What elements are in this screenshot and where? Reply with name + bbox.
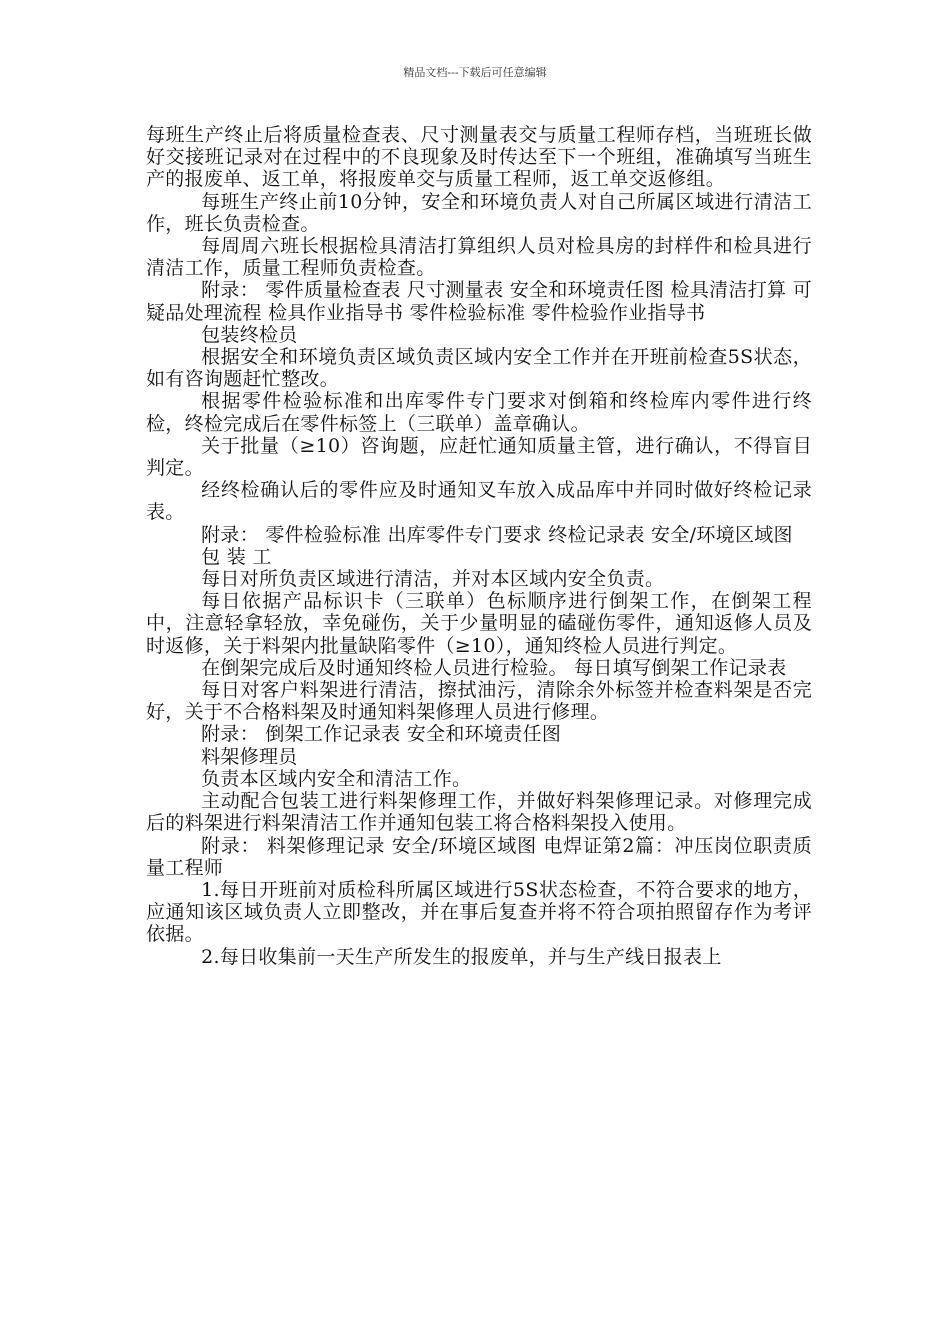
paragraph-packer-rack-transfer: 每日依据产品标识卡（三联单）色标顺序进行倒架工作，在倒架工程中，注意轻拿轻放，幸免碰伤，关于少量明显的磕碰伤零件，通知返修人员及时返修，关于料架内批量缺陷零件（≥10），通知终检人员进行判定。: [146, 590, 812, 657]
paragraph-item-2: 2.每日收集前一天生产所发生的报废单，并与生产线日报表上: [201, 945, 722, 968]
paragraph-packer-notify: 在倒架完成后及时通知终检人员进行检验。 每日填写倒架工作记录表: [201, 656, 787, 679]
paragraph-weekly-gauge-cleaning: 每周周六班长根据检具清洁打算组织人员对检具房的封样件和检具进行清洁工作，质量工程师负责检查。: [146, 235, 812, 280]
paragraph-item-1: 1.每日开班前对质检科所属区域进行5S状态检查，不符合要求的地方，应通知该区域负责人立即整改，并在事后复查并将不符合项拍照留存作为考评依据。: [146, 878, 812, 946]
heading-final-inspector: 包装终检员: [201, 323, 298, 346]
paragraph-inspector-batch-issue: 关于批量（≥10）咨询题，应赶忙通知质量主管，进行确认，不得盲目判定。: [146, 434, 812, 480]
heading-packer: 包 装 工: [201, 545, 272, 568]
paragraph-inspector-safety: 根据安全和环境负责区域负责区域内安全工作并在开班前检查5S状态，如有咨询题赶忙整改。: [146, 346, 812, 391]
paragraph-packer-cleaning: 每日对所负责区域进行清洁，并对本区域内安全负责。: [201, 568, 665, 591]
paragraph-shift-end-handover: 每班生产终止后将质量检查表、尺寸测量表交与质量工程师存档，当班班长做好交接班记录对在过程中的不良现象及时传达至下一个班组，准确填写当班生产的报废单、返工单，将报废单交与质量工程师，返工单交返修组。: [146, 124, 812, 191]
paragraph-repairer-safety: 负责本区域内安全和清洁工作。: [201, 767, 472, 790]
paragraph-repairer-repair: 主动配合包装工进行料架修理工作，并做好料架修理记录。对修理完成后的料架进行料架清洁工作并通知包装工将合格料架投入使用。: [146, 790, 812, 835]
paragraph-appendix-inspector: 附录： 零件检验标准 出库零件专门要求 终检记录表 安全/环境区域图: [201, 523, 793, 546]
paragraph-shift-cleaning: 每班生产终止前10分钟，安全和环境负责人对自己所属区域进行清洁工作，班长负责检查。: [146, 190, 812, 235]
paragraph-inspector-final-check: 根据零件检验标准和出库零件专门要求对倒箱和终检库内零件进行终检，终检完成后在零件标签上（三联单）盖章确认。: [146, 390, 812, 435]
paragraph-appendix-packer: 附录： 倒架工作记录表 安全和环境责任图: [201, 723, 562, 746]
page-header: 精品文档---下载后可任意编辑: [403, 66, 547, 79]
document-body: [146, 124, 812, 968]
paragraph-packer-rack-clean: 每日对客户料架进行清洁，擦拭油污，清除余外标签并检查料架是否完好，关于不合格料架及时通知料架修理人员进行修理。: [146, 679, 812, 724]
heading-rack-repairer: 料架修理员: [201, 745, 298, 768]
paragraph-inspector-record: 经终检确认后的零件应及时通知叉车放入成品库中并同时做好终检记录表。: [146, 479, 812, 524]
paragraph-appendix-repairer: 附录： 料架修理记录 安全/环境区域图 电焊证第2篇：冲压岗位职责质量工程师: [146, 834, 812, 879]
paragraph-appendix-quality: 附录： 零件质量检查表 尺寸测量表 安全和环境责任图 检具清洁打算 可疑品处理流程 检具作业指导书 零件检验标准 零件检验作业指导书: [146, 279, 812, 324]
